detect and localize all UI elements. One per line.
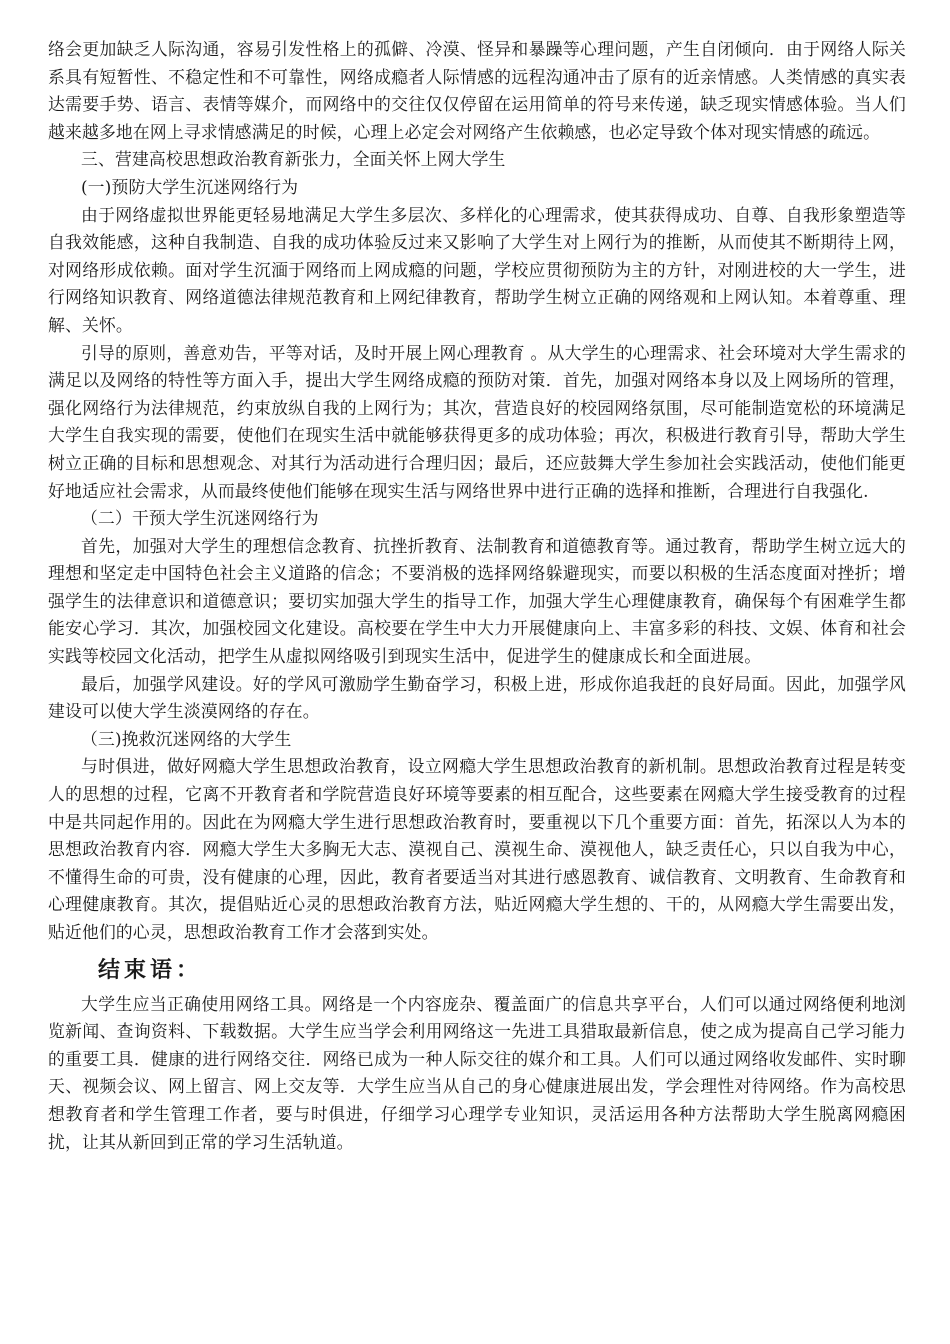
subsection-heading: （二）干预大学生沉迷网络行为 (81, 508, 319, 529)
body-paragraph: 最后，加强学风建设。好的学风可激励学生勤奋学习，积极上进，形成你追我赶的良好局面。因此，加强学风建设可以使大学生淡漠网络的存在。 (48, 673, 906, 722)
body-paragraph: 首先，加强对大学生的理想信念教育、抗挫折教育、法制教育和道德教育等。通过教育，帮助学生树立远大的理想和坚定走中国特色社会主义道路的信念；不要消极的选择网络躲避现实，而要以积极的生活态度面对挫折；增强学生的法律意识和道德意识；要切实加强大学生的指导工作，加强大学生心理健康教育，确保每个有困难学生都能安心学习．其次，加强校园文化建设。高校要在学生中大力开展健康向上、丰富多彩的科技、文娱、体育和社会实践等校园文化活动，把学生从虚拟网络吸引到现实生活中，促进学生的健康成长和全面进展。 (48, 535, 906, 667)
section-heading: 三、营建高校思想政治教育新张力，全面关怀上网大学生 (81, 149, 506, 170)
body-paragraph: 络会更加缺乏人际沟通，容易引发性格上的孤僻、冷漠、怪异和暴躁等心理问题，产生自闭倾向．由于网络人际关系具有短暂性、不稳定性和不可靠性，网络成瘾者人际情感的远程沟通冲击了原有的近亲情感。人类情感的真实表达需要手势、语言、表情等媒介，而网络中的交往仅仅停留在运用简单的符号来传递，缺乏现实情感体验。当人们越来越多地在网上寻求情感满足的时候，心理上必定会对网络产生依赖感，也必定导致个体对现实情感的疏远。 (48, 39, 906, 142)
subsection-heading: （三)挽救沉迷网络的大学生 (81, 728, 292, 749)
body-paragraph: 引导的原则，善意劝告，平等对话，及时开展上网心理教育 。从大学生的心理需求、社会环境对大学生需求的满足以及网络的特性等方面入手，提出大学生网络成瘾的预防对策．首先，加强对网络本身以及上网场所的管理，强化网络行为法律规范，约束放纵自我的上网行为；其次，营造良好的校园网络氛围，尽可能制造宽松的环境满足大学生自我实现的需要，使他们在现实生活中就能够获得更多的成功体验；再次，积极进行教育引导，帮助大学生树立正确的目标和思想观念、对其行为活动进行合理归因；最后，还应鼓舞大学生参加社会实践活动，使他们能更好地适应社会需求，从而最终使他们能够在现实生活与网络世界中进行正确的选择和推断，合理进行自我强化. (48, 342, 906, 501)
body-paragraph: 与时俱进，做好网瘾大学生思想政治教育，设立网瘾大学生思想政治教育的新机制。思想政治教育过程是转变人的思想的过程，它离不开教育者和学院营造良好环境等要素的相互配合，这些要素在网瘾大学生接受教育的过程中是共同起作用的。因此在为网瘾大学生进行思想政治教育时，要重视以下几个重要方面：首先，拓深以人为本的思想政治教育内容．网瘾大学生大多胸无大志、漠视自己、漠视生命、漠视他人，缺乏责任心，只以自我为中心，不懂得生命的可贵，没有健康的心理，因此，教育者要适当对其进行感恩教育、诚信教育、文明教育、生命教育和心理健康教育。其次，提倡贴近心灵的思想政治教育方法，贴近网瘾大学生想的、干的，从网瘾大学生需要出发，贴近他们的心灵，思想政治教育工作才会落到实处。 (48, 756, 906, 942)
conclusion-title: 结束语： (98, 956, 203, 983)
conclusion-paragraph: 大学生应当正确使用网络工具。网络是一个内容庞杂、覆盖面广的信息共享平台，人们可以通过网络便利地浏览新闻、查询资料、下载数据。大学生应当学会利用网络这一先进工具猎取最新信息，使之成为提高自己学习能力的重要工具．健康的进行网络交往．网络已成为一种人际交往的媒介和工具。人们可以通过网络收发邮件、实时聊天、视频会议、网上留言、网上交友等．大学生应当从自己的身心健康进展出发，学会理性对待网络。作为高校思想教育者和学生管理工作者，要与时俱进，仔细学习心理学专业知识，灵活运用各种方法帮助大学生脱离网瘾困扰，让其从新回到正常的学习生活轨道。 (48, 993, 906, 1152)
body-paragraph: 由于网络虚拟世界能更轻易地满足大学生多层次、多样化的心理需求，使其获得成功、自尊、自我形象塑造等自我效能感，这种自我制造、自我的成功体验反过来又影响了大学生对上网行为的推断，从而使其不断期待上网，对网络形成依赖。面对学生沉湎于网络而上网成瘾的问题，学校应贯彻预防为主的方针，对刚进校的大一学生，进行网络知识教育、网络道德法律规范教育和上网纪律教育，帮助学生树立正确的网络观和上网认知。本着尊重、理解、关怀。 (48, 204, 906, 335)
subsection-heading: (一)预防大学生沉迷网络行为 (81, 176, 299, 197)
